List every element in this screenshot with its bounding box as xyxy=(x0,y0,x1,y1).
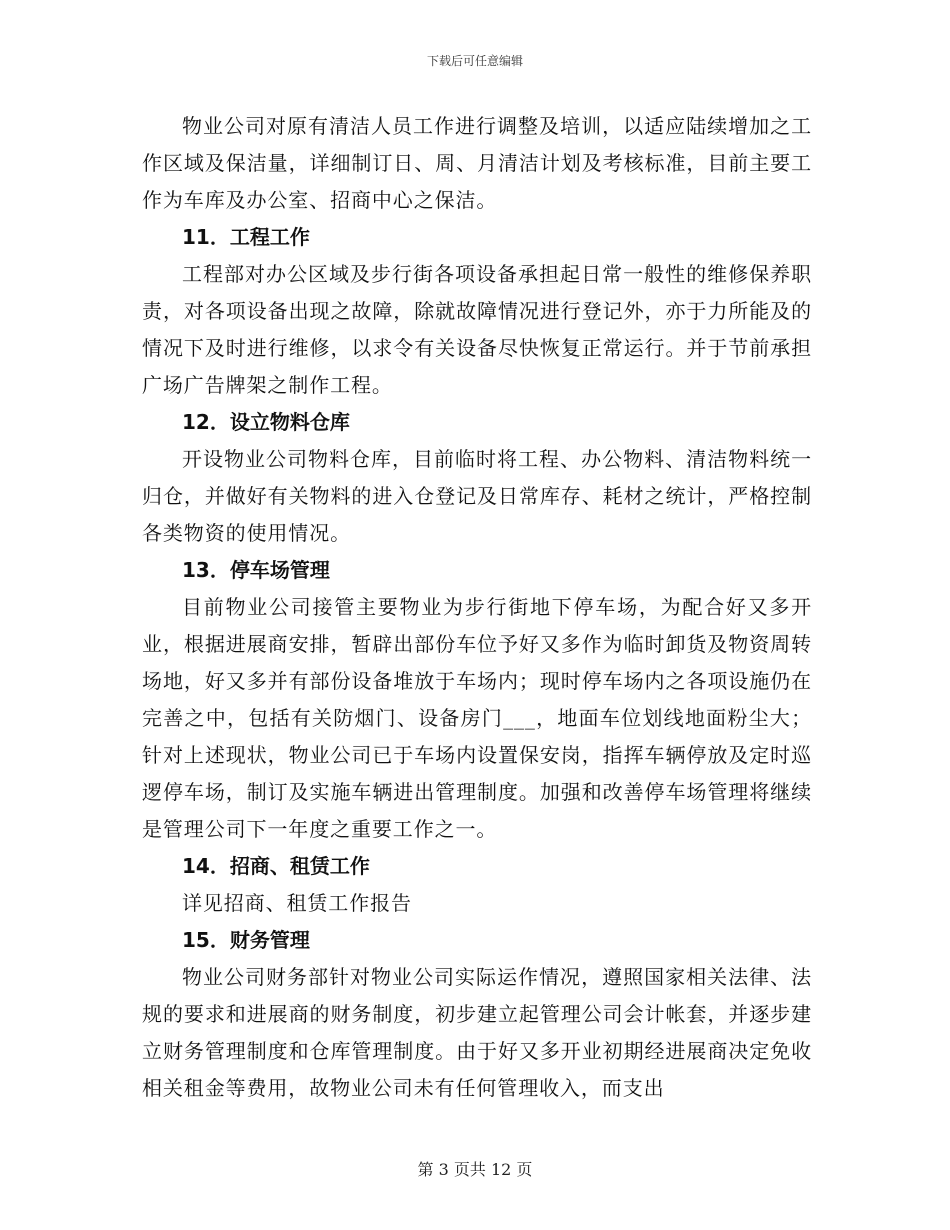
page-header: 下载后可任意编辑 xyxy=(426,54,523,68)
section-heading-engineering: 11．工程工作 xyxy=(182,225,310,249)
paragraph-cleaning: 物业公司对原有清洁人员工作进行调整及培训，以适应陆续增加之工作区域及保洁量，详细制订日、周、月清洁计划及考核标准，目前主要工作为车库及办公室、招商中心之保洁。 xyxy=(142,114,812,212)
paragraph-warehouse: 开设物业公司物料仓库，目前临时将工程、办公物料、清洁物料统一归仓，并做好有关物料的进入仓登记及日常库存、耗材之统计，严格控制各类物资的使用情况。 xyxy=(142,447,812,545)
paragraph-leasing: 详见招商、租赁工作报告 xyxy=(182,891,412,915)
page-footer: 第 3 页共 12 页 xyxy=(417,1160,533,1179)
section-heading-warehouse: 12．设立物料仓库 xyxy=(182,410,350,434)
paragraph-parking: 目前物业公司接管主要物业为步行街地下停车场，为配合好又多开业，根据进展商安排，暂辟出部份车位予好又多作为临时卸货及物资周转场地，好又多并有部份设备堆放于车场内；现时停车场内之各项设施仍在完善之中，包括有关防烟门、设备房门___，地面车位划线地面粉尘大；针对上述现状，物业公司已于车场内设置保安岗，指挥车辆停放及定时巡逻停车场，制订及实施车辆进出管理制度。加强和改善停车场管理将继续是管理公司下一年度之重要工作之一。 xyxy=(142,595,812,841)
section-heading-parking: 13．停车场管理 xyxy=(182,558,330,582)
section-heading-leasing: 14．招商、租赁工作 xyxy=(182,854,370,878)
section-heading-finance: 15．财务管理 xyxy=(182,928,310,952)
document-body xyxy=(142,108,812,1107)
paragraph-engineering: 工程部对办公区域及步行街各项设备承担起日常一般性的维修保养职责，对各项设备出现之故障，除就故障情况进行登记外，亦于力所能及的情况下及时进行维修，以求令有关设备尽快恢复正常运行。并于节前承担广场广告牌架之制作工程。 xyxy=(142,262,812,397)
paragraph-finance: 物业公司财务部针对物业公司实际运作情况，遵照国家相关法律、法规的要求和进展商的财务制度，初步建立起管理公司会计帐套，并逐步建立财务管理制度和仓库管理制度。由于好又多开业初期经进展商决定免收相关租金等费用，故物业公司未有任何管理收入，而支出 xyxy=(142,965,812,1100)
